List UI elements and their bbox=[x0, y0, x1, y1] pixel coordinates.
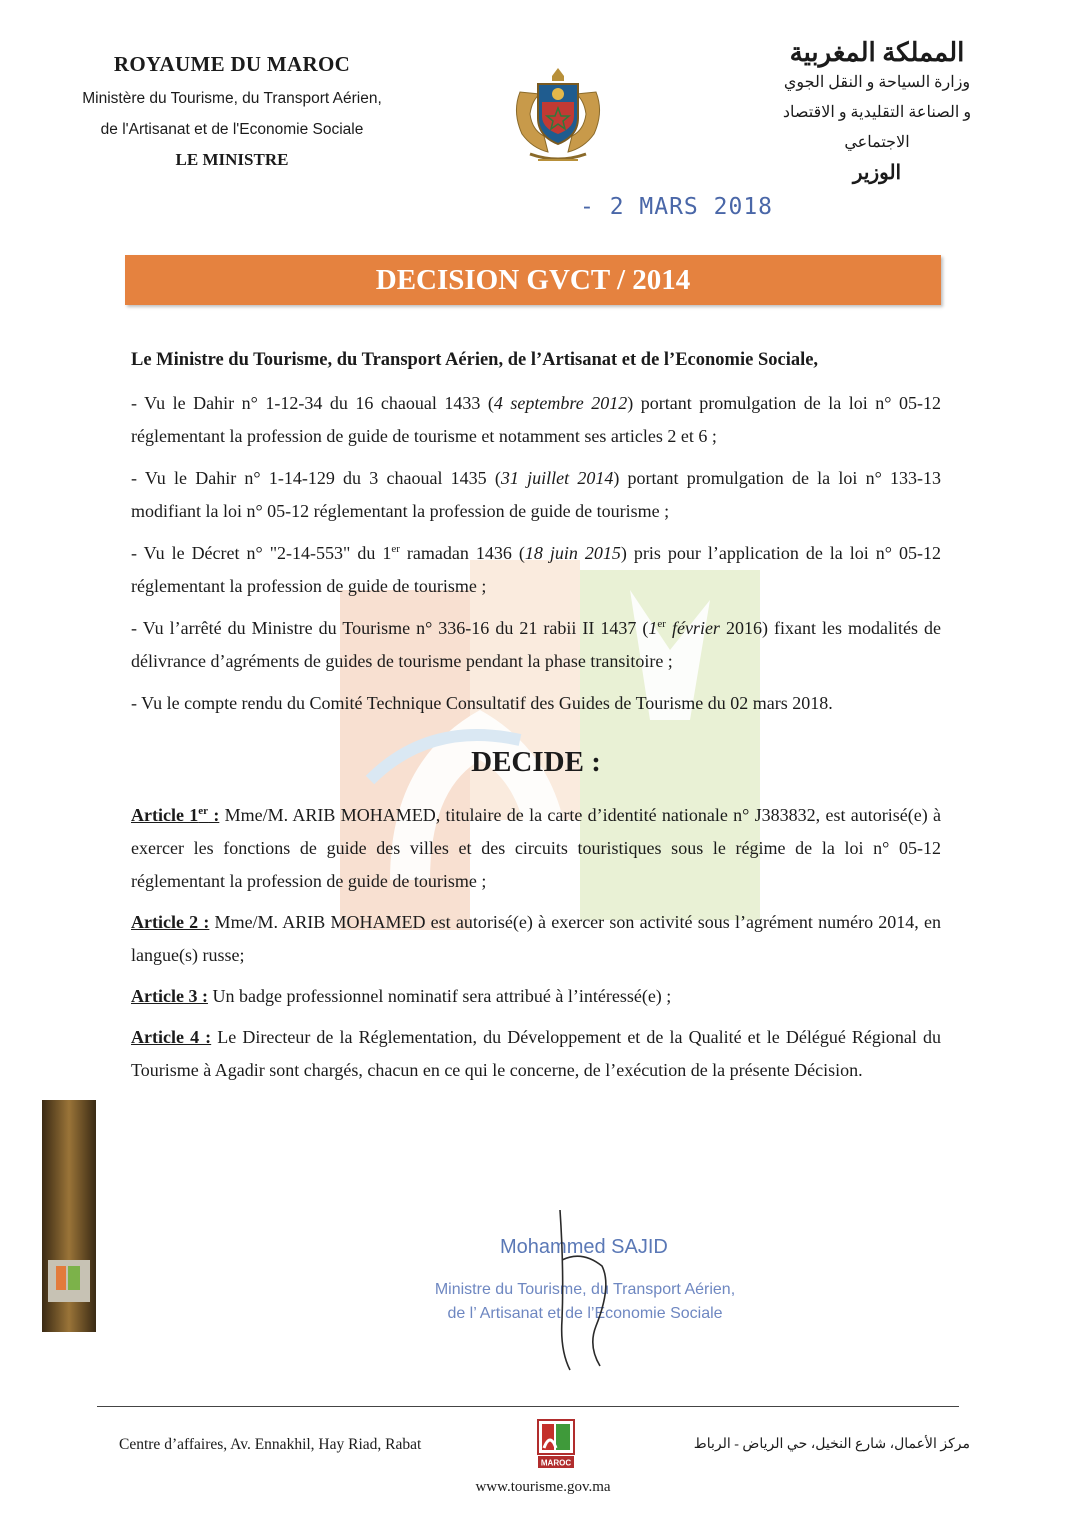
footer-divider bbox=[97, 1406, 959, 1407]
article-label bbox=[131, 805, 219, 825]
minister-label-ar: الوزير bbox=[852, 162, 902, 184]
article-label: Article 2 : bbox=[131, 912, 210, 932]
article-text: Le Directeur de la Réglementation, du Développement et de la Qualité et le Délégué Régional du Tourisme à Agadir sont chargés, chacun en ce qui le concerne, de l’exécution de la présente Décision. bbox=[131, 1027, 942, 1080]
ministry-line-2-ar: و الصناعة التقليدية و الاقتصاد الاجتماعي bbox=[782, 104, 972, 151]
article-text: Mme/M. ARIB MOHAMED est autorisé(e) à exercer son activité sous l’agrément numéro 2014, en langue(s) russe; bbox=[131, 912, 941, 965]
article-3 bbox=[131, 980, 941, 1013]
vu-paragraph-2 bbox=[131, 462, 941, 528]
vu-date: février bbox=[665, 618, 720, 638]
signatory-title-line-2: de l’ Artisanat et de l’Economie Sociale bbox=[447, 1305, 723, 1322]
coat-of-arms-icon bbox=[508, 62, 608, 170]
footer-address-ar: مركز الأعمال، شارع النخيل، حي الرياض - الرباط bbox=[693, 1437, 970, 1452]
vu-text: ramadan 1436 ( bbox=[399, 543, 525, 563]
decision-title: DECISION GVCT / 2014 bbox=[375, 264, 691, 296]
vu-text: - Vu le Dahir n° 1-14-129 du 3 chaoual 1435 ( bbox=[131, 468, 501, 488]
vu-date: 31 juillet 2014 bbox=[500, 468, 614, 488]
ministry-line-2: de l'Artisanat et de l'Economie Sociale bbox=[100, 121, 364, 138]
article-label: Article 4 : bbox=[131, 1027, 212, 1047]
minister-label: LE MINISTRE bbox=[175, 150, 289, 169]
vu-text: - Vu l’arrêté du Ministre du Tourisme n° 336-16 du 21 rabii II 1437 ( bbox=[131, 618, 649, 638]
article-text: Mme/M. ARIB MOHAMED, titulaire de la carte d’identité nationale n° J383832, est autorisé(e) à exercer les fonctions de guide des villes et des circuits touristiques sous le régime de la loi n° 05-12 réglementant la profession de guide de tourisme ; bbox=[131, 805, 941, 891]
date-stamp: - 2 MARS 2018 bbox=[580, 194, 774, 220]
decision-body bbox=[131, 344, 941, 1095]
ministry-line-1: Ministère du Tourisme, du Transport Aérien, bbox=[82, 90, 382, 107]
vu-paragraph-1 bbox=[131, 387, 941, 453]
security-strip-icon bbox=[42, 1100, 96, 1332]
maroc-tourism-logo-icon bbox=[530, 1418, 582, 1470]
vu-text: - Vu le Dahir n° 1-12-34 du 16 chaoual 1433 ( bbox=[131, 393, 494, 413]
vu-paragraph-4 bbox=[131, 612, 941, 678]
vu-text: ) pris pour l’application de la loi n° 05-12 réglementant la profession de guide de tourisme ; bbox=[131, 543, 941, 596]
vu-date: 4 septembre 2012 bbox=[493, 393, 628, 413]
vu-superscript: er bbox=[657, 618, 666, 630]
article-superscript: er bbox=[198, 805, 209, 817]
article-text: Un badge professionnel nominatif sera attribué à l’intéressé(e) ; bbox=[207, 986, 672, 1006]
footer-website: www.tourisme.gov.ma bbox=[475, 1479, 611, 1495]
vu-text: - Vu le Décret n° "2-14-553" du 1 bbox=[131, 543, 392, 563]
intro-paragraph: Le Ministre du Tourisme, du Transport Aérien, de l’Artisanat et de l’Economie Sociale, bbox=[131, 350, 819, 370]
vu-superscript: er bbox=[391, 543, 400, 555]
vu-paragraph-5: - Vu le compte rendu du Comité Technique Consultatif des Guides de Tourisme du 02 mars 2018. bbox=[131, 693, 833, 713]
vu-paragraph-3 bbox=[131, 537, 941, 603]
handwritten-signature-icon bbox=[540, 1200, 630, 1380]
vu-date: 1 bbox=[648, 618, 658, 638]
header-right-block bbox=[752, 38, 1002, 185]
kingdom-title: ROYAUME DU MAROC bbox=[113, 52, 351, 76]
kingdom-title-ar: المملكة المغربية bbox=[789, 38, 965, 67]
article-4 bbox=[131, 1021, 941, 1087]
decide-heading: DECIDE : bbox=[471, 746, 601, 778]
vu-text: 2016) fixant les modalités de délivrance d’agréments de guides de tourisme pendant la phase transitoire ; bbox=[131, 618, 941, 671]
vu-text: ) portant promulgation de la loi n° 133-13 modifiant la loi n° 05-12 réglementant la profession de guide de tourisme ; bbox=[131, 468, 941, 521]
ministry-line-1-ar: وزارة السياحة و النقل الجوي bbox=[783, 74, 971, 91]
article-2 bbox=[131, 906, 941, 972]
article-label-colon: : bbox=[208, 805, 220, 825]
article-1 bbox=[131, 799, 941, 898]
signatory-title-line-1: Ministre du Tourisme, du Transport Aérien, bbox=[434, 1281, 736, 1298]
article-label-text: Article 1 bbox=[131, 805, 199, 825]
article-label: Article 3 : bbox=[131, 986, 208, 1006]
header-left-block bbox=[60, 52, 404, 170]
signatory-name: Mohammed SAJID bbox=[500, 1236, 668, 1258]
maroc-logo-text: MAROC bbox=[540, 1458, 572, 1468]
footer-address: Centre d’affaires, Av. Ennakhil, Hay Riad, Rabat bbox=[119, 1436, 422, 1453]
title-bar bbox=[125, 255, 941, 305]
vu-text: ) portant promulgation de la loi n° 05-12 réglementant la profession de guide de tourisme et notamment ses articles 2 et 6 ; bbox=[131, 393, 942, 446]
vu-date: 18 juin 2015 bbox=[524, 543, 621, 563]
